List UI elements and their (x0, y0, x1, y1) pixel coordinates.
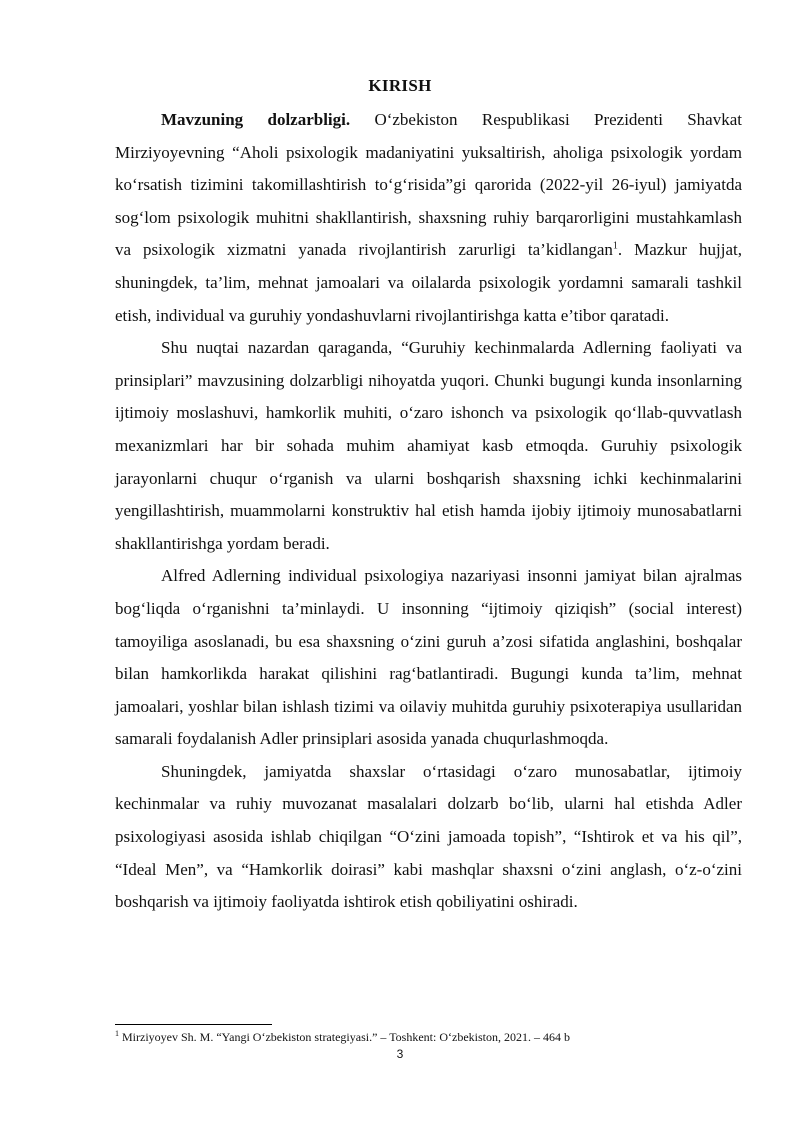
paragraph-adler-theory: Alfred Adlerning individual psixologiya nazariyasi insonni jamiyat bilan ajralmas bog‘liqda o‘rganishni ta’minlaydi. U insonning “ijtimoiy qiziqish” (social interest) tamoyiliga asoslanadi, bu esa shaxsning o‘zini guruh a’zosi sifatida anglashini, boshqalar bilan hamkorlikda harakat qilishini rag‘batlantiradi. Bugungi kunda ta’lim, mehnat jamoalari, yoshlar bilan ishlash tizimi va oilaviy muhitda guruhiy psixoterapiya usullaridan samarali foydalanish Adler prinsiplari asosida yanada chuqurlashmoqda. (115, 566, 742, 749)
paragraph-relevance (115, 104, 742, 332)
section-heading: KIRISH (368, 76, 432, 95)
paragraph-exercises: Shuningdek, jamiyatda shaxslar o‘rtasidagi o‘zaro munosabatlar, ijtimoiy kechinmalar va ruhiy muvozanat masalalari dolzarb bo‘lib, ularni hal etishda Adler psixologiyasi asosida ishlab chiqilgan “O‘zini jamoada topish”, “Ishtirok et va his qil”, “Ideal Men”, va “Hamkorlik doirasi” kabi mashqlar shaxsni o‘zini anglash, o‘z-o‘zini boshqarish va ijtimoiy faoliyatda ishtirok etish qobiliyatini oshiradi. (115, 761, 742, 912)
footnote-text: Mirziyoyev Sh. M. “Yangi O‘zbekiston strategiyasi.” – Toshkent: O‘zbekiston, 2021. – 464 b (119, 1030, 571, 1044)
footnote-divider (115, 1024, 272, 1025)
paragraph-text: . Mazkur hujjat, shuningdek, ta’lim, mehnat jamoalari va oilalarda psixologik yordamni samarali tashkil etish, individual va guruhiy yondashuvlarni rivojlantirishga katta e’tibor qaratadi. (115, 240, 742, 325)
body-text (115, 104, 742, 919)
footnote (115, 1030, 755, 1044)
paragraph-topic-relevance: Shu nuqtai nazardan qaraganda, “Guruhiy kechinmalarda Adlerning faoliyati va prinsiplari” mavzusining dolzarbligi nihoyatda yuqori. Chunki bugungi kunda insonlarning ijtimoiy moslashuvi, hamkorlik muhiti, o‘zaro ishonch va psixologik qo‘llab-quvvatlash mexanizmlari har bir sohada muhim ahamiyat kasb etmoqda. Guruhiy psixologik jarayonlarni chuqur o‘rganish va ularni boshqarish shaxsning ichki kechinmalarini yengillashtirish, muammolarni konstruktiv hal etish hamda ijobiy ijtimoiy munosabatlarni shakllantirishga yordam beradi. (115, 338, 742, 553)
footnote-reference[interactable]: 1 (612, 240, 618, 252)
footnote-marker: 1 (115, 1029, 119, 1038)
page-number: 3 (396, 1047, 404, 1061)
paragraph-text: O‘zbekiston Respublikasi Prezidenti Shavkat Mirziyoyevning “Aholi psixologik madaniyatini yuksaltirish, aholiga psixologik yordam ko‘rsatish tizimini takomillashtirish to‘g‘risida”gi qarorida (2022-yil 26-iyul) jamiyatda sog‘lom psixologik muhitni shakllantirish, shaxsning ruhiy barqarorligini mustahkamlash va psixologik xizmatni yanada rivojlantirish zarurligi ta’kidlangan (115, 110, 742, 260)
paragraph-lead: Mavzuning dolzarbligi. (161, 110, 351, 129)
